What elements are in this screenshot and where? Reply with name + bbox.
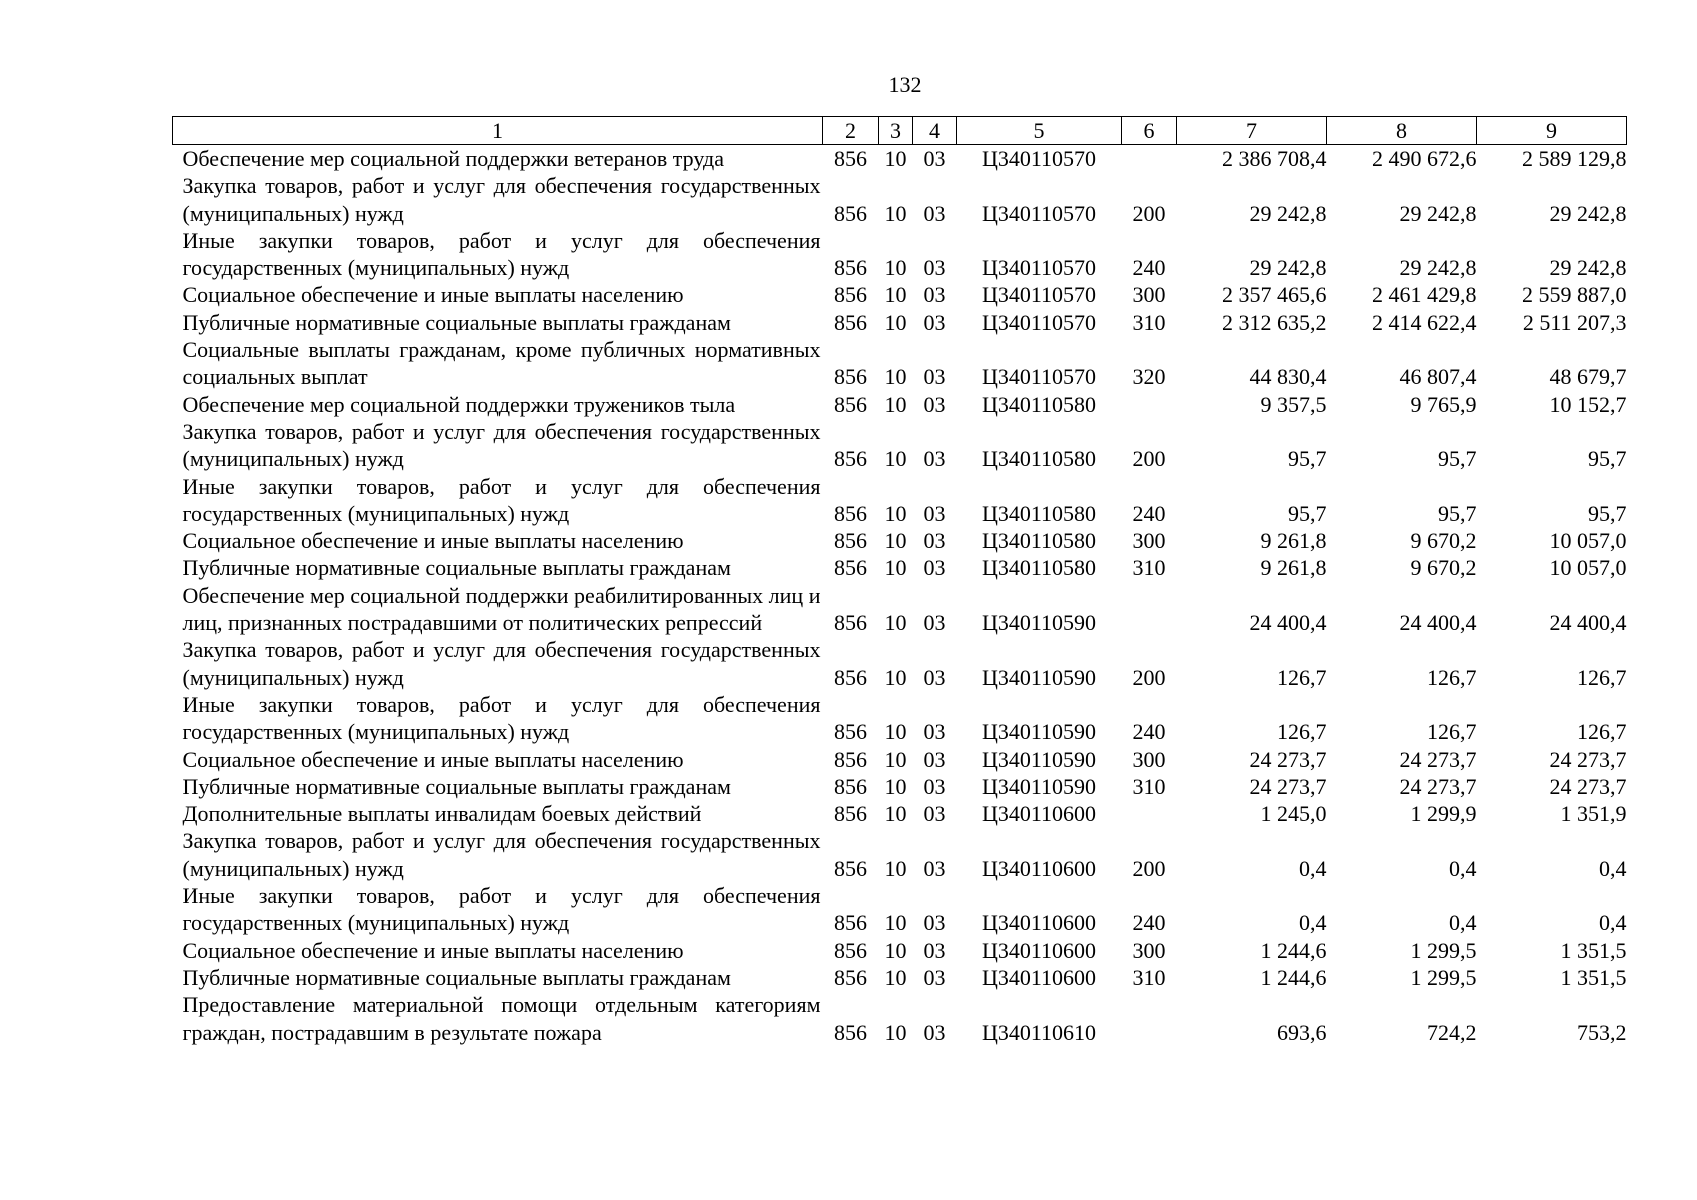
table-row [173, 800, 1627, 827]
row-subsection: 03 [923, 146, 946, 171]
row-ministry-code: 856 [834, 1019, 867, 1045]
row-section: 10 [884, 1019, 907, 1045]
row-target-article: Ц340110570 [981, 309, 1097, 335]
row-ministry-code: 856 [834, 746, 867, 772]
row-section: 10 [884, 500, 907, 526]
row-amount-year-2: 2 414 622,4 [1372, 309, 1477, 335]
table-row [173, 172, 1627, 227]
row-name: Иные закупки товаров, работ и услуг для обеспечения государственных (муниципальных) нужд [182, 227, 821, 281]
row-amount-year-3: 24 400,4 [1549, 610, 1627, 636]
row-amount-year-3: 95,7 [1588, 446, 1627, 472]
row-target-article: Ц340110580 [981, 528, 1097, 554]
row-expense-kind: 200 [1132, 664, 1166, 690]
row-target-article: Ц340110570 [981, 200, 1097, 226]
row-name: Публичные нормативные социальные выплаты гражданам [182, 555, 731, 581]
row-name: Социальные выплаты гражданам, кроме публичных нормативных социальных выплат [182, 337, 821, 390]
column-header-1: 1 [173, 117, 823, 145]
row-expense-kind: 200 [1132, 855, 1166, 881]
table-row [173, 937, 1627, 964]
row-amount-year-3: 29 242,8 [1549, 255, 1627, 281]
row-amount-year-2: 724,2 [1427, 1019, 1477, 1045]
row-amount-year-3: 29 242,8 [1549, 200, 1627, 226]
row-amount-year-2: 9 765,9 [1410, 391, 1477, 417]
row-ministry-code: 856 [834, 200, 867, 226]
row-ministry-code: 856 [834, 719, 867, 745]
row-amount-year-2: 29 242,8 [1399, 255, 1477, 281]
table-row [173, 964, 1627, 991]
row-amount-year-3: 10 057,0 [1549, 555, 1627, 581]
row-section: 10 [884, 773, 907, 799]
row-ministry-code: 856 [834, 500, 867, 526]
row-amount-year-2: 126,7 [1427, 664, 1477, 690]
row-ministry-code: 856 [834, 910, 867, 936]
row-subsection: 03 [923, 664, 946, 690]
row-section: 10 [884, 964, 907, 990]
column-header-7: 7 [1177, 117, 1327, 145]
row-name: Публичные нормативные социальные выплаты гражданам [182, 773, 731, 799]
row-name: Социальное обеспечение и иные выплаты населению [182, 282, 684, 308]
row-expense-kind: 240 [1132, 255, 1166, 281]
row-expense-kind [1122, 991, 1177, 1046]
row-target-article: Ц340110600 [981, 855, 1097, 881]
row-section: 10 [884, 391, 907, 417]
row-ministry-code: 856 [834, 282, 867, 308]
row-name: Социальное обеспечение и иные выплаты населению [182, 937, 684, 963]
row-name: Публичные нормативные социальные выплаты гражданам [182, 964, 731, 990]
table-row [173, 582, 1627, 637]
row-target-article: Ц340110570 [981, 282, 1097, 308]
row-name: Социальное обеспечение и иные выплаты населению [182, 528, 684, 554]
row-target-article: Ц340110590 [981, 664, 1097, 690]
row-amount-year-1: 1 244,6 [1260, 937, 1327, 963]
row-ministry-code: 856 [834, 610, 867, 636]
row-subsection: 03 [923, 200, 946, 226]
table-row [173, 991, 1627, 1046]
row-name: Закупка товаров, работ и услуг для обеспечения государственных (муниципальных) нужд [182, 173, 821, 226]
row-subsection: 03 [923, 610, 946, 636]
row-expense-kind: 300 [1132, 937, 1166, 963]
row-amount-year-1: 9 357,5 [1260, 391, 1327, 417]
row-subsection: 03 [923, 773, 946, 799]
row-expense-kind: 300 [1132, 282, 1166, 308]
row-amount-year-2: 2 461 429,8 [1372, 282, 1477, 308]
row-amount-year-3: 10 057,0 [1549, 528, 1627, 554]
row-amount-year-3: 95,7 [1588, 500, 1627, 526]
row-target-article: Ц340110590 [981, 773, 1097, 799]
row-ministry-code: 856 [834, 528, 867, 554]
table-row [173, 145, 1627, 173]
budget-table [172, 116, 1627, 1046]
row-section: 10 [884, 309, 907, 335]
row-section: 10 [884, 719, 907, 745]
row-name: Обеспечение мер социальной поддержки ветеранов труда [182, 146, 724, 171]
row-name: Закупка товаров, работ и услуг для обеспечения государственных (муниципальных) нужд [182, 418, 821, 472]
row-amount-year-1: 29 242,8 [1249, 200, 1327, 226]
row-expense-kind: 200 [1132, 200, 1166, 226]
row-name: Иные закупки товаров, работ и услуг для обеспечения государственных (муниципальных) нужд [182, 691, 821, 745]
table-row [173, 336, 1627, 391]
row-target-article: Ц340110600 [981, 937, 1097, 963]
row-amount-year-3: 1 351,5 [1560, 937, 1627, 963]
row-expense-kind [1122, 582, 1177, 637]
column-header-6: 6 [1122, 117, 1177, 145]
row-name: Иные закупки товаров, работ и услуг для обеспечения государственных (муниципальных) нужд [182, 473, 821, 526]
page-number: 132 [888, 72, 922, 97]
row-amount-year-1: 1 245,0 [1260, 801, 1327, 827]
row-subsection: 03 [923, 391, 946, 417]
row-target-article: Ц340110590 [981, 746, 1097, 772]
row-subsection: 03 [923, 255, 946, 281]
row-target-article: Ц340110570 [981, 364, 1097, 390]
column-header-9: 9 [1477, 117, 1627, 145]
row-amount-year-3: 48 679,7 [1549, 364, 1627, 390]
row-subsection: 03 [923, 364, 946, 390]
row-subsection: 03 [923, 528, 946, 554]
row-ministry-code: 856 [834, 146, 867, 171]
row-expense-kind [1122, 391, 1177, 418]
row-subsection: 03 [923, 964, 946, 990]
row-target-article: Ц340110580 [981, 446, 1097, 472]
row-amount-year-1: 0,4 [1299, 910, 1327, 936]
row-name: Обеспечение мер социальной поддержки реабилитированных лиц и лиц, признанных пострадавшими от политических репрессий [182, 582, 821, 636]
row-section: 10 [884, 610, 907, 636]
row-expense-kind: 320 [1132, 364, 1166, 390]
row-amount-year-1: 0,4 [1299, 855, 1327, 881]
row-expense-kind [1122, 800, 1177, 827]
row-name: Публичные нормативные социальные выплаты гражданам [182, 309, 731, 335]
row-amount-year-1: 95,7 [1288, 446, 1327, 472]
column-header-8: 8 [1327, 117, 1477, 145]
row-subsection: 03 [923, 719, 946, 745]
row-section: 10 [884, 746, 907, 772]
table-row [173, 281, 1627, 308]
column-header-4: 4 [913, 117, 957, 145]
row-expense-kind: 310 [1132, 773, 1166, 799]
row-amount-year-1: 24 273,7 [1249, 773, 1327, 799]
table-row [173, 473, 1627, 528]
row-target-article: Ц340110570 [981, 255, 1097, 281]
row-target-article: Ц340110580 [981, 391, 1097, 417]
row-ministry-code: 856 [834, 446, 867, 472]
row-section: 10 [884, 200, 907, 226]
row-subsection: 03 [923, 1019, 946, 1045]
row-section: 10 [884, 937, 907, 963]
row-target-article: Ц340110600 [981, 964, 1097, 990]
row-section: 10 [884, 855, 907, 881]
row-expense-kind: 310 [1132, 964, 1166, 990]
row-amount-year-2: 1 299,9 [1410, 801, 1477, 827]
row-amount-year-2: 95,7 [1438, 446, 1477, 472]
row-amount-year-2: 0,4 [1449, 910, 1477, 936]
row-expense-kind: 310 [1132, 309, 1166, 335]
row-amount-year-2: 29 242,8 [1399, 200, 1477, 226]
row-section: 10 [884, 255, 907, 281]
table-row [173, 882, 1627, 937]
table-row [173, 554, 1627, 581]
header-row [173, 117, 1627, 145]
row-name: Дополнительные выплаты инвалидам боевых действий [182, 801, 702, 827]
row-ministry-code: 856 [834, 964, 867, 990]
row-amount-year-3: 10 152,7 [1549, 391, 1627, 417]
column-header-3: 3 [879, 117, 913, 145]
row-amount-year-1: 95,7 [1288, 500, 1327, 526]
row-amount-year-2: 1 299,5 [1410, 964, 1477, 990]
table-row [173, 773, 1627, 800]
row-amount-year-1: 2 357 465,6 [1222, 282, 1327, 308]
row-subsection: 03 [923, 500, 946, 526]
row-name: Закупка товаров, работ и услуг для обеспечения государственных (муниципальных) нужд [182, 828, 821, 881]
row-amount-year-2: 24 273,7 [1399, 773, 1477, 799]
row-section: 10 [884, 146, 907, 171]
table-row [173, 527, 1627, 554]
row-amount-year-3: 126,7 [1577, 719, 1627, 745]
table-row [173, 391, 1627, 418]
row-amount-year-3: 2 559 887,0 [1522, 282, 1627, 308]
row-amount-year-2: 9 670,2 [1410, 528, 1477, 554]
row-amount-year-1: 9 261,8 [1260, 555, 1327, 581]
row-amount-year-1: 24 273,7 [1249, 746, 1327, 772]
table-row [173, 636, 1627, 691]
row-subsection: 03 [923, 746, 946, 772]
row-amount-year-2: 46 807,4 [1399, 364, 1477, 390]
row-ministry-code: 856 [834, 391, 867, 417]
column-header-2: 2 [823, 117, 879, 145]
row-amount-year-3: 1 351,5 [1560, 964, 1627, 990]
row-section: 10 [884, 910, 907, 936]
row-expense-kind: 240 [1132, 719, 1166, 745]
table-row [173, 227, 1627, 282]
row-section: 10 [884, 664, 907, 690]
row-ministry-code: 856 [834, 555, 867, 581]
table-row [173, 691, 1627, 746]
row-section: 10 [884, 446, 907, 472]
row-expense-kind: 310 [1132, 555, 1166, 581]
row-name: Закупка товаров, работ и услуг для обеспечения государственных (муниципальных) нужд [182, 637, 821, 690]
row-amount-year-3: 753,2 [1577, 1019, 1627, 1045]
table-body [173, 145, 1627, 1046]
row-amount-year-1: 126,7 [1277, 664, 1327, 690]
row-subsection: 03 [923, 282, 946, 308]
row-amount-year-3: 24 273,7 [1549, 746, 1627, 772]
row-ministry-code: 856 [834, 309, 867, 335]
row-amount-year-3: 1 351,9 [1560, 801, 1627, 827]
table-header [173, 117, 1627, 145]
row-amount-year-3: 2 589 129,8 [1522, 146, 1627, 171]
table-row [173, 418, 1627, 473]
row-amount-year-1: 2 312 635,2 [1222, 309, 1327, 335]
row-expense-kind [1122, 145, 1177, 173]
row-amount-year-2: 95,7 [1438, 500, 1477, 526]
row-ministry-code: 856 [834, 855, 867, 881]
table-row [173, 827, 1627, 882]
row-amount-year-2: 1 299,5 [1410, 937, 1477, 963]
row-amount-year-3: 0,4 [1599, 855, 1627, 881]
row-ministry-code: 856 [834, 801, 867, 827]
row-subsection: 03 [923, 910, 946, 936]
row-expense-kind: 300 [1132, 528, 1166, 554]
row-target-article: Ц340110610 [981, 1019, 1097, 1045]
row-amount-year-1: 44 830,4 [1249, 364, 1327, 390]
row-ministry-code: 856 [834, 664, 867, 690]
row-name: Социальное обеспечение и иные выплаты населению [182, 746, 684, 772]
row-section: 10 [884, 801, 907, 827]
row-amount-year-2: 2 490 672,6 [1372, 146, 1477, 171]
row-expense-kind: 300 [1132, 746, 1166, 772]
row-subsection: 03 [923, 801, 946, 827]
row-ministry-code: 856 [834, 937, 867, 963]
row-amount-year-2: 24 273,7 [1399, 746, 1477, 772]
row-target-article: Ц340110590 [981, 610, 1097, 636]
row-name: Иные закупки товаров, работ и услуг для обеспечения государственных (муниципальных) нужд [182, 883, 821, 936]
row-subsection: 03 [923, 555, 946, 581]
row-section: 10 [884, 364, 907, 390]
row-subsection: 03 [923, 446, 946, 472]
row-target-article: Ц340110580 [981, 500, 1097, 526]
row-amount-year-1: 126,7 [1277, 719, 1327, 745]
row-amount-year-1: 1 244,6 [1260, 964, 1327, 990]
row-name: Предоставление материальной помощи отдельным категориям граждан, пострадавшим в результате пожара [182, 992, 821, 1045]
column-header-5: 5 [957, 117, 1122, 145]
row-target-article: Ц340110580 [981, 555, 1097, 581]
row-amount-year-3: 0,4 [1599, 910, 1627, 936]
row-target-article: Ц340110600 [981, 801, 1097, 827]
row-target-article: Ц340110600 [981, 910, 1097, 936]
row-amount-year-3: 24 273,7 [1549, 773, 1627, 799]
row-target-article: Ц340110590 [981, 719, 1097, 745]
row-amount-year-1: 2 386 708,4 [1222, 146, 1327, 171]
table-row [173, 746, 1627, 773]
row-target-article: Ц340110570 [981, 146, 1097, 171]
row-ministry-code: 856 [834, 364, 867, 390]
row-ministry-code: 856 [834, 773, 867, 799]
row-name: Обеспечение мер социальной поддержки тружеников тыла [182, 391, 736, 417]
row-section: 10 [884, 282, 907, 308]
row-expense-kind: 200 [1132, 446, 1166, 472]
row-section: 10 [884, 555, 907, 581]
row-amount-year-1: 24 400,4 [1249, 610, 1327, 636]
row-amount-year-1: 9 261,8 [1260, 528, 1327, 554]
row-amount-year-2: 0,4 [1449, 855, 1477, 881]
row-subsection: 03 [923, 309, 946, 335]
row-amount-year-2: 9 670,2 [1410, 555, 1477, 581]
row-amount-year-1: 29 242,8 [1249, 255, 1327, 281]
row-amount-year-1: 693,6 [1277, 1019, 1327, 1045]
row-section: 10 [884, 528, 907, 554]
row-expense-kind: 240 [1132, 910, 1166, 936]
row-amount-year-2: 126,7 [1427, 719, 1477, 745]
row-amount-year-3: 126,7 [1577, 664, 1627, 690]
table-row [173, 309, 1627, 336]
row-subsection: 03 [923, 855, 946, 881]
row-subsection: 03 [923, 937, 946, 963]
row-amount-year-2: 24 400,4 [1399, 610, 1477, 636]
row-amount-year-3: 2 511 207,3 [1522, 309, 1627, 335]
row-expense-kind: 240 [1132, 500, 1166, 526]
row-ministry-code: 856 [834, 255, 867, 281]
